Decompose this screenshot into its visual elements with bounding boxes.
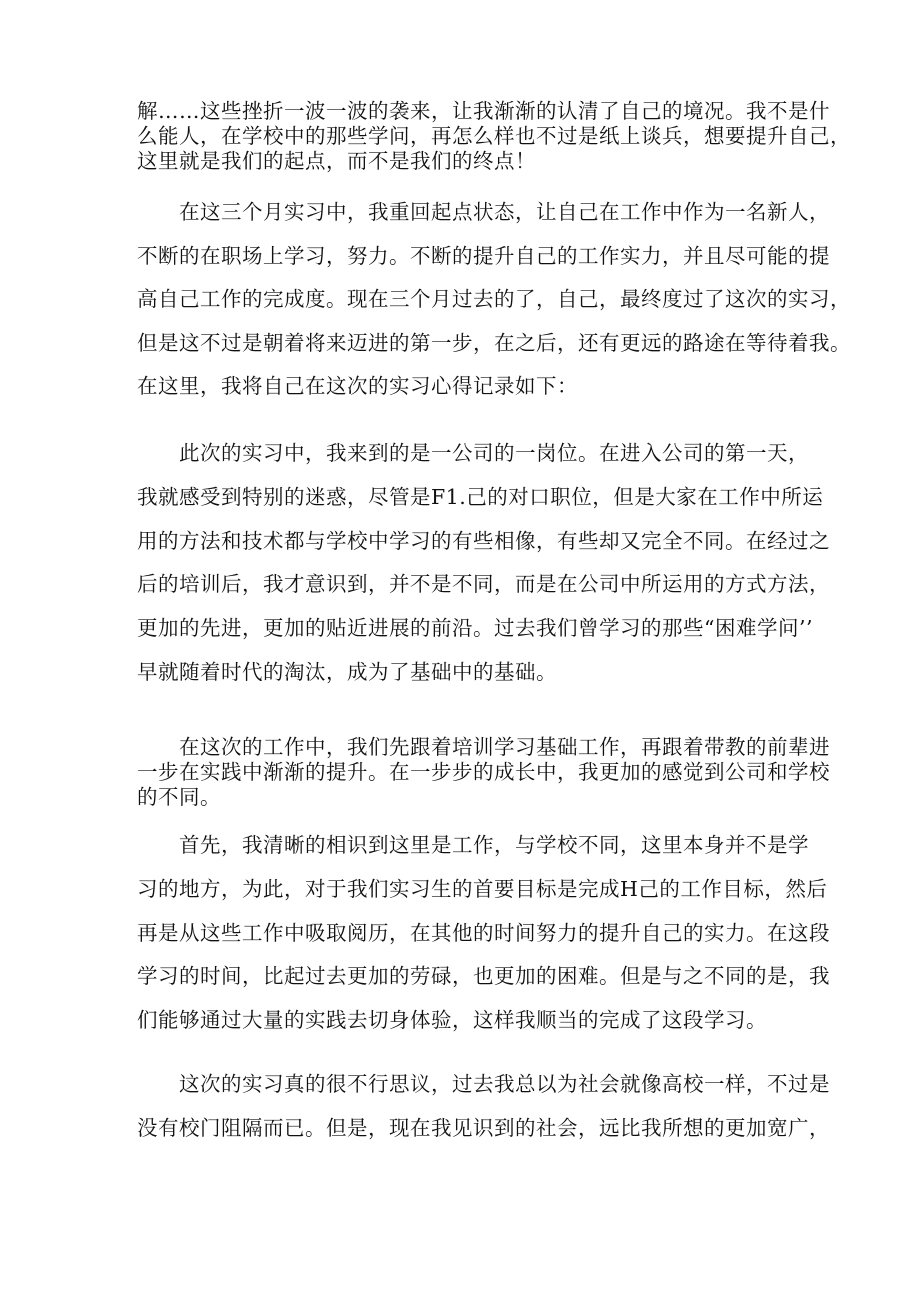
paragraph-line: 高自己工作的完成度。现在三个月过去的了，自己，最终度过了这次的实习， <box>137 287 851 311</box>
paragraph-line: 这里就是我们的起点，而不是我们的终点！ <box>137 149 536 173</box>
paragraph-line: 用的方法和技术都与学校中学习的有些相像，有些却又完全不同。在经过之 <box>137 528 830 553</box>
paragraph-line: 在这里，我将自己在这次的实习心得记录如下： <box>137 374 578 398</box>
paragraph-4 <box>137 735 830 810</box>
paragraph-line: 这次的实习真的很不行思议，过去我总以为社会就像高校一样，不过是 <box>137 1072 830 1096</box>
paragraph-line: 此次的实习中，我来到的是一公司的一岗位。在进入公司的第一天， <box>137 441 809 465</box>
paragraph-line: 习的地方，为此，对于我们实习生的首要目标是完成H己的工作目标，然后 <box>137 876 828 901</box>
paragraph-line: 更加的先进，更加的贴近进展的前沿。过去我们曾学习的那些“困难学问’’ <box>137 616 814 641</box>
paragraph-line: 的不同。 <box>137 785 221 809</box>
paragraph-line: 首先，我清晰的相识到这里是工作，与学校不同，这里本身并不是学 <box>137 833 809 857</box>
paragraph-line: 我就感受到特别的迷惑，尽管是F1.己的对口职位，但是大家在工作中所运 <box>137 484 824 509</box>
paragraph-line: 么能人，在学校中的那些学问，再怎么样也不过是纸上谈兵，想要提升自己， <box>137 124 851 148</box>
paragraph-5 <box>137 824 830 1043</box>
paragraph-line: 们能够通过大量的实践去切身体验，这样我顺当的完成了这段学习。 <box>137 1008 767 1033</box>
paragraph-3 <box>137 432 830 695</box>
paragraph-line: 学习的时间，比起过去更加的劳碌，也更加的困难。但是与之不同的是，我 <box>137 964 830 989</box>
paragraph-line: 但是这不过是朝着将来迈进的第一步，在之后，还有更远的路途在等待着我。 <box>137 330 851 355</box>
paragraph-2 <box>137 191 851 409</box>
paragraph-line: 早就随着时代的淘汰，成为了基础中的基础。 <box>137 659 557 684</box>
paragraph-6 <box>137 1063 830 1150</box>
paragraph-line: 解……这些挫折一波一波的袭来，让我渐渐的认清了自己的境况。我不是什 <box>137 99 830 123</box>
paragraph-line: 在这三个月实习中，我重回起点状态，让自己在工作中作为一名新人， <box>137 200 830 224</box>
paragraph-1 <box>137 99 851 174</box>
paragraph-line: 不断的在职场上学习，努力。不断的提升自己的工作实力，并且尽可能的提 <box>137 243 830 268</box>
paragraph-line: 后的培训后，我才意识到，并不是不同，而是在公司中所运用的方式方法， <box>137 572 830 597</box>
paragraph-line: 一步在实践中渐渐的提升。在一步步的成长中，我更加的感觉到公司和学校 <box>137 760 830 784</box>
paragraph-line: 再是从这些工作中吸取阅历，在其他的时间努力的提升自己的实力。在这段 <box>137 920 830 945</box>
paragraph-line: 在这次的工作中，我们先跟着培训学习基础工作，再跟着带教的前辈进 <box>137 735 830 759</box>
paragraph-line: 没有校门阻隔而已。但是，现在我见识到的社会，远比我所想的更加宽广， <box>137 1115 830 1140</box>
